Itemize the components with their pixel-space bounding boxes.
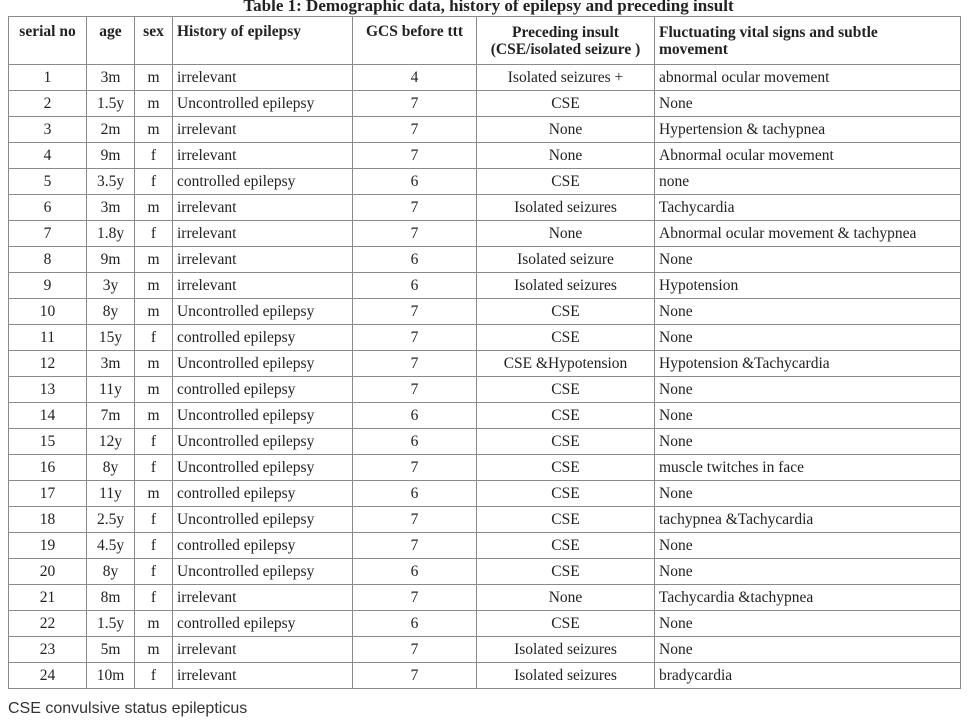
cell-insult: None (477, 117, 655, 143)
cell-insult: CSE (477, 325, 655, 351)
table-row (9, 65, 961, 91)
cell-sex: f (135, 663, 173, 689)
table-row (9, 91, 961, 117)
cell-serial: 24 (9, 663, 87, 689)
cell-sex: m (135, 247, 173, 273)
cell-history: irrelevant (173, 247, 353, 273)
table-row (9, 377, 961, 403)
cell-gcs: 7 (353, 351, 477, 377)
cell-history: controlled epilepsy (173, 169, 353, 195)
cell-serial: 5 (9, 169, 87, 195)
cell-serial: 19 (9, 533, 87, 559)
cell-age: 9m (87, 143, 135, 169)
cell-insult: CSE (477, 299, 655, 325)
cell-vitals: None (655, 247, 961, 273)
cell-history: controlled epilepsy (173, 533, 353, 559)
table-row (9, 169, 961, 195)
cell-history: Uncontrolled epilepsy (173, 507, 353, 533)
cell-serial: 22 (9, 611, 87, 637)
table-row (9, 559, 961, 585)
cell-sex: m (135, 351, 173, 377)
cell-history: irrelevant (173, 637, 353, 663)
cell-gcs: 7 (353, 585, 477, 611)
cell-vitals: None (655, 637, 961, 663)
cell-age: 11y (87, 377, 135, 403)
cell-insult: CSE (477, 559, 655, 585)
col-header-history: History of epilepsy (173, 17, 353, 65)
cell-history: irrelevant (173, 117, 353, 143)
cell-insult: CSE (477, 169, 655, 195)
cell-vitals: Abnormal ocular movement & tachypnea (655, 221, 961, 247)
cell-insult: CSE (477, 481, 655, 507)
cell-gcs: 7 (353, 117, 477, 143)
cell-vitals: None (655, 299, 961, 325)
cell-sex: m (135, 195, 173, 221)
cell-vitals: abnormal ocular movement (655, 65, 961, 91)
cell-sex: f (135, 559, 173, 585)
cell-serial: 23 (9, 637, 87, 663)
cell-insult: None (477, 221, 655, 247)
cell-insult: CSE (477, 403, 655, 429)
table-row (9, 143, 961, 169)
cell-insult: CSE (477, 429, 655, 455)
cell-serial: 3 (9, 117, 87, 143)
header-row (9, 17, 961, 65)
cell-serial: 11 (9, 325, 87, 351)
cell-gcs: 7 (353, 637, 477, 663)
cell-history: Uncontrolled epilepsy (173, 299, 353, 325)
cell-sex: f (135, 169, 173, 195)
table-row (9, 455, 961, 481)
table-row (9, 325, 961, 351)
cell-gcs: 6 (353, 481, 477, 507)
cell-history: irrelevant (173, 143, 353, 169)
col-header-insult-line1: Preceding insult (512, 24, 619, 41)
cell-serial: 1 (9, 65, 87, 91)
table-row (9, 637, 961, 663)
cell-sex: m (135, 637, 173, 663)
table-row (9, 429, 961, 455)
cell-gcs: 4 (353, 65, 477, 91)
cell-vitals: None (655, 559, 961, 585)
col-header-sex: sex (135, 17, 173, 65)
cell-sex: f (135, 585, 173, 611)
table-row (9, 351, 961, 377)
table-row (9, 611, 961, 637)
table-row (9, 663, 961, 689)
cell-gcs: 7 (353, 143, 477, 169)
table-row (9, 117, 961, 143)
cell-gcs: 7 (353, 195, 477, 221)
cell-serial: 10 (9, 299, 87, 325)
cell-serial: 17 (9, 481, 87, 507)
col-header-insult (477, 17, 655, 65)
cell-age: 1.5y (87, 91, 135, 117)
table-row (9, 585, 961, 611)
cell-gcs: 6 (353, 559, 477, 585)
cell-gcs: 6 (353, 169, 477, 195)
cell-history: controlled epilepsy (173, 481, 353, 507)
cell-age: 15y (87, 325, 135, 351)
table-row (9, 273, 961, 299)
cell-history: irrelevant (173, 585, 353, 611)
cell-age: 1.5y (87, 611, 135, 637)
cell-gcs: 6 (353, 611, 477, 637)
cell-history: Uncontrolled epilepsy (173, 559, 353, 585)
cell-serial: 12 (9, 351, 87, 377)
cell-gcs: 7 (353, 91, 477, 117)
cell-history: Uncontrolled epilepsy (173, 429, 353, 455)
cell-sex: m (135, 117, 173, 143)
cell-vitals: Hypotension &Tachycardia (655, 351, 961, 377)
cell-sex: f (135, 221, 173, 247)
cell-gcs: 6 (353, 247, 477, 273)
cell-age: 5m (87, 637, 135, 663)
cell-insult: CSE (477, 455, 655, 481)
cell-serial: 7 (9, 221, 87, 247)
cell-history: irrelevant (173, 663, 353, 689)
cell-sex: f (135, 507, 173, 533)
cell-age: 3.5y (87, 169, 135, 195)
cell-age: 2m (87, 117, 135, 143)
cell-insult: Isolated seizures (477, 663, 655, 689)
cell-age: 8y (87, 299, 135, 325)
cell-sex: m (135, 481, 173, 507)
cell-gcs: 7 (353, 377, 477, 403)
col-header-gcs: GCS before ttt (353, 17, 477, 65)
cell-vitals: None (655, 403, 961, 429)
cell-sex: m (135, 65, 173, 91)
table-row (9, 507, 961, 533)
cell-sex: f (135, 455, 173, 481)
cell-age: 3y (87, 273, 135, 299)
cell-gcs: 7 (353, 325, 477, 351)
col-header-serial: serial no (9, 17, 87, 65)
table-row (9, 533, 961, 559)
cell-serial: 20 (9, 559, 87, 585)
cell-age: 3m (87, 195, 135, 221)
table-row (9, 221, 961, 247)
cell-vitals: Tachycardia (655, 195, 961, 221)
cell-sex: f (135, 429, 173, 455)
cell-gcs: 6 (353, 429, 477, 455)
table-row (9, 481, 961, 507)
cell-serial: 8 (9, 247, 87, 273)
cell-vitals: Hypertension & tachypnea (655, 117, 961, 143)
cell-serial: 15 (9, 429, 87, 455)
cell-history: controlled epilepsy (173, 325, 353, 351)
cell-age: 8y (87, 455, 135, 481)
cell-sex: m (135, 611, 173, 637)
cell-sex: m (135, 273, 173, 299)
col-header-vitals-line1: Fluctuating vital signs and subtle (659, 24, 878, 41)
cell-age: 7m (87, 403, 135, 429)
cell-vitals: muscle twitches in face (655, 455, 961, 481)
cell-vitals: none (655, 169, 961, 195)
cell-serial: 21 (9, 585, 87, 611)
cell-vitals: None (655, 91, 961, 117)
cell-age: 12y (87, 429, 135, 455)
cell-insult: Isolated seizures (477, 273, 655, 299)
cell-age: 3m (87, 351, 135, 377)
cell-age: 8y (87, 559, 135, 585)
cell-sex: m (135, 377, 173, 403)
cell-history: Uncontrolled epilepsy (173, 91, 353, 117)
col-header-vitals-line2: movement (659, 41, 728, 58)
cell-vitals: None (655, 481, 961, 507)
cell-insult: None (477, 585, 655, 611)
cell-gcs: 7 (353, 299, 477, 325)
table-title: Table 1: Demographic data, history of epilepsy and preceding insult (243, 0, 734, 15)
cell-serial: 13 (9, 377, 87, 403)
cell-sex: m (135, 403, 173, 429)
cell-history: irrelevant (173, 195, 353, 221)
cell-gcs: 7 (353, 533, 477, 559)
cell-gcs: 7 (353, 663, 477, 689)
cell-insult: CSE (477, 377, 655, 403)
cell-sex: f (135, 533, 173, 559)
footnote: CSE convulsive status epilepticus (8, 700, 248, 717)
cell-vitals: None (655, 611, 961, 637)
cell-insult: CSE (477, 533, 655, 559)
cell-sex: f (135, 143, 173, 169)
cell-insult: None (477, 143, 655, 169)
cell-gcs: 6 (353, 273, 477, 299)
cell-insult: Isolated seizures (477, 637, 655, 663)
cell-vitals: Tachycardia &tachypnea (655, 585, 961, 611)
cell-serial: 18 (9, 507, 87, 533)
cell-age: 8m (87, 585, 135, 611)
cell-age: 4.5y (87, 533, 135, 559)
cell-serial: 6 (9, 195, 87, 221)
cell-sex: f (135, 325, 173, 351)
cell-age: 11y (87, 481, 135, 507)
col-header-vitals (655, 17, 961, 65)
cell-history: Uncontrolled epilepsy (173, 351, 353, 377)
cell-age: 1.8y (87, 221, 135, 247)
cell-vitals: bradycardia (655, 663, 961, 689)
cell-vitals: None (655, 377, 961, 403)
cell-insult: Isolated seizures + (477, 65, 655, 91)
cell-serial: 4 (9, 143, 87, 169)
cell-vitals: Abnormal ocular movement (655, 143, 961, 169)
cell-age: 3m (87, 65, 135, 91)
cell-insult: Isolated seizure (477, 247, 655, 273)
cell-insult: Isolated seizures (477, 195, 655, 221)
cell-vitals: None (655, 533, 961, 559)
cell-insult: CSE (477, 91, 655, 117)
cell-vitals: Hypotension (655, 273, 961, 299)
cell-serial: 14 (9, 403, 87, 429)
cell-gcs: 7 (353, 507, 477, 533)
table-row (9, 299, 961, 325)
cell-serial: 9 (9, 273, 87, 299)
cell-history: Uncontrolled epilepsy (173, 403, 353, 429)
cell-insult: CSE (477, 611, 655, 637)
cell-age: 10m (87, 663, 135, 689)
table-row (9, 195, 961, 221)
cell-age: 9m (87, 247, 135, 273)
demographic-table (8, 16, 961, 689)
cell-serial: 2 (9, 91, 87, 117)
cell-serial: 16 (9, 455, 87, 481)
cell-age: 2.5y (87, 507, 135, 533)
cell-sex: m (135, 91, 173, 117)
cell-insult: CSE &Hypotension (477, 351, 655, 377)
cell-history: controlled epilepsy (173, 611, 353, 637)
cell-history: controlled epilepsy (173, 377, 353, 403)
col-header-insult-line2: (CSE/isolated seizure ) (490, 41, 641, 58)
table-row (9, 247, 961, 273)
cell-gcs: 7 (353, 221, 477, 247)
cell-vitals: tachypnea &Tachycardia (655, 507, 961, 533)
cell-history: Uncontrolled epilepsy (173, 455, 353, 481)
cell-vitals: None (655, 429, 961, 455)
cell-history: irrelevant (173, 273, 353, 299)
cell-gcs: 6 (353, 403, 477, 429)
col-header-age: age (87, 17, 135, 65)
cell-gcs: 7 (353, 455, 477, 481)
cell-vitals: None (655, 325, 961, 351)
cell-history: irrelevant (173, 221, 353, 247)
cell-history: irrelevant (173, 65, 353, 91)
cell-insult: CSE (477, 507, 655, 533)
cell-sex: m (135, 299, 173, 325)
table-row (9, 403, 961, 429)
